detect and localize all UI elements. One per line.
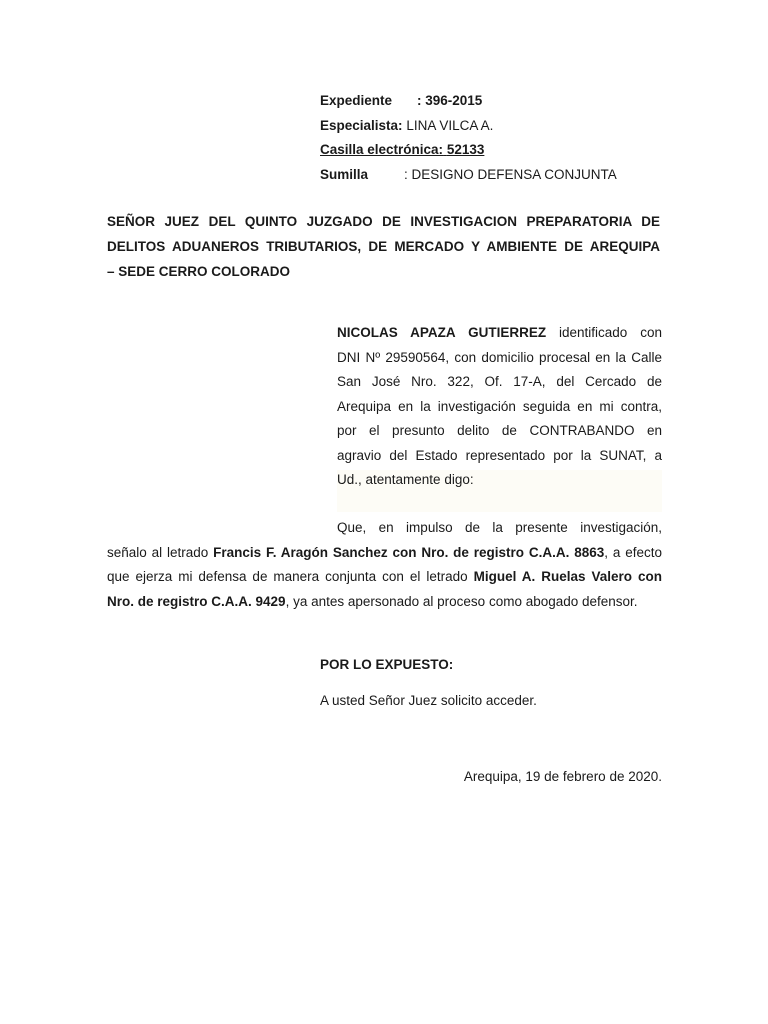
body-line-3-a: que ejerza mi defensa de manera conjunta con el letrado (107, 569, 474, 584)
por-lo-expuesto-heading: POR LO EXPUESTO: (320, 657, 454, 672)
especialista-label: Especialista: (320, 117, 403, 133)
addressee-line-2: DELITOS ADUANEROS TRIBUTARIOS, DE MERCADO Y AMBIENTE DE AREQUIPA (107, 239, 660, 254)
case-header (320, 89, 660, 187)
body-line-4-b: , ya antes apersonado al proceso como abogado defensor. (285, 593, 638, 609)
lawyer-1-name: Francis F. Aragón Sanchez con Nro. de registro C.A.A. 8863 (213, 544, 605, 560)
addressee-line-3: – SEDE CERRO COLORADO (107, 264, 291, 279)
ident-line-4: Arequipa en la investigación seguida en mi contra, (337, 398, 662, 414)
especialista-line (320, 114, 660, 139)
body-line-2-a: señalo al letrado (107, 544, 214, 560)
lawyer-2-name: Miguel A. Ruelas Valero con (473, 569, 662, 584)
addressee-line-1: SEÑOR JUEZ DEL QUINTO JUZGADO DE INVESTIGACION PREPARATORIA DE (107, 214, 660, 229)
expediente-line (320, 89, 660, 114)
expediente-label: Expediente (320, 93, 393, 108)
expediente-value: : 396-2015 (417, 93, 483, 108)
sumilla-label: Sumilla (320, 166, 369, 182)
request-paragraph (107, 516, 662, 614)
ident-line-1-rest: identificado con (546, 325, 662, 340)
ident-line-1 (337, 321, 662, 346)
especialista-value: LINA VILCA A. (406, 117, 494, 133)
body-line-3 (107, 565, 662, 590)
lawyer-2-registry: Nro. de registro C.A.A. 9429 (107, 593, 286, 609)
sumilla-value: : DESIGNO DEFENSA CONJUNTA (404, 166, 617, 182)
body-line-4 (107, 590, 662, 615)
casilla-value: 52133 (446, 142, 485, 157)
body-line-2 (107, 541, 662, 566)
addressee-block (107, 209, 660, 284)
identification-paragraph (337, 321, 662, 493)
body-line-1: Que, en impulso de la presente investigación, (337, 520, 662, 535)
casilla-label: Casilla electrónica: (320, 142, 444, 157)
ident-line-3: San José Nro. 322, Of. 17-A, del Cercado de (337, 374, 662, 389)
ident-line-5: por el presunto delito de CONTRABANDO en (337, 423, 662, 438)
date-line: Arequipa, 19 de febrero de 2020. (463, 769, 662, 784)
body-line-2-c: , a efecto (604, 544, 662, 560)
petitioner-name: NICOLAS APAZA GUTIERREZ (337, 325, 547, 340)
ident-line-2: DNI Nº 29590564, con domicilio procesal en la Calle (337, 349, 662, 365)
casilla-line (320, 138, 660, 163)
sumilla-line (320, 163, 660, 188)
ident-line-6: agravio del Estado representado por la SUNAT, a (337, 447, 662, 463)
ident-line-7: Ud., atentamente digo: (337, 472, 474, 487)
request-text: A usted Señor Juez solicito acceder. (320, 693, 537, 708)
